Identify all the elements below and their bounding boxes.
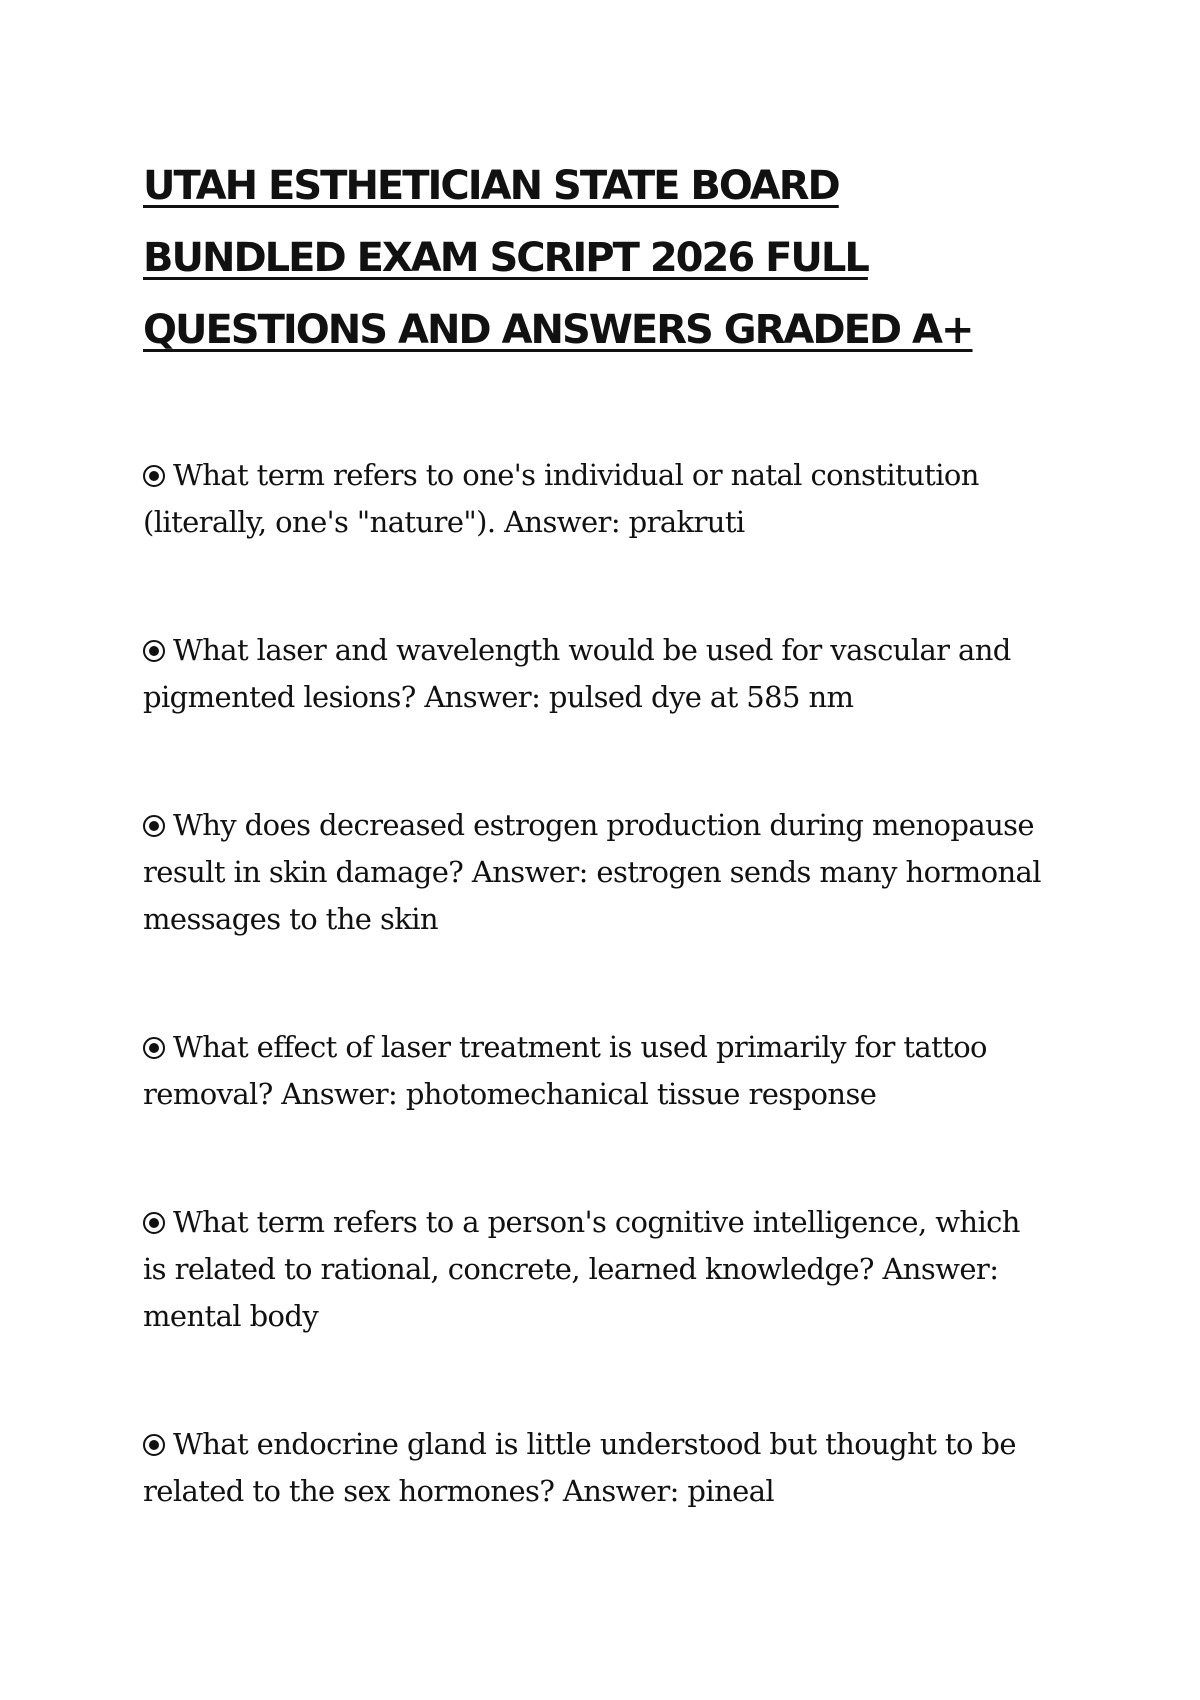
radio-bullet-icon: [143, 815, 165, 837]
question-text: What endocrine gland is little understood but thought to be related to the sex hormones? Answer: pineal: [143, 1427, 1016, 1508]
question-text: What effect of laser treatment is used primarily for tattoo removal? Answer: photomechanical tissue response: [143, 1030, 987, 1111]
question-text: What term refers to one's individual or natal constitution (literally, one's "nature"). Answer: prakruti: [143, 458, 979, 539]
question-item: [143, 1199, 1043, 1340]
question-text: What laser and wavelength would be used for vascular and pigmented lesions? Answer: pulsed dye at 585 nm: [143, 633, 1011, 714]
question-item: [143, 802, 1043, 943]
radio-bullet-icon: [143, 1434, 165, 1456]
radio-bullet-icon: [143, 640, 165, 662]
radio-bullet-icon: [143, 1037, 165, 1059]
document-title: UTAH ESTHETICIAN STATE BOARD BUNDLED EXAM SCRIPT 2026 FULL QUESTIONS AND ANSWERS GRADED A+: [143, 163, 973, 353]
question-text: What term refers to a person's cognitive intelligence, which is related to rational, concrete, learned knowledge? Answer: mental body: [143, 1205, 1020, 1333]
radio-bullet-icon: [143, 465, 165, 487]
question-text: Why does decreased estrogen production during menopause result in skin damage? Answer: estrogen sends many hormonal messages to the skin: [143, 808, 1041, 936]
radio-bullet-icon: [143, 1212, 165, 1234]
question-item: [143, 1421, 1043, 1515]
question-item: [143, 627, 1043, 721]
question-item: [143, 1024, 1043, 1118]
question-item: [143, 452, 1043, 546]
